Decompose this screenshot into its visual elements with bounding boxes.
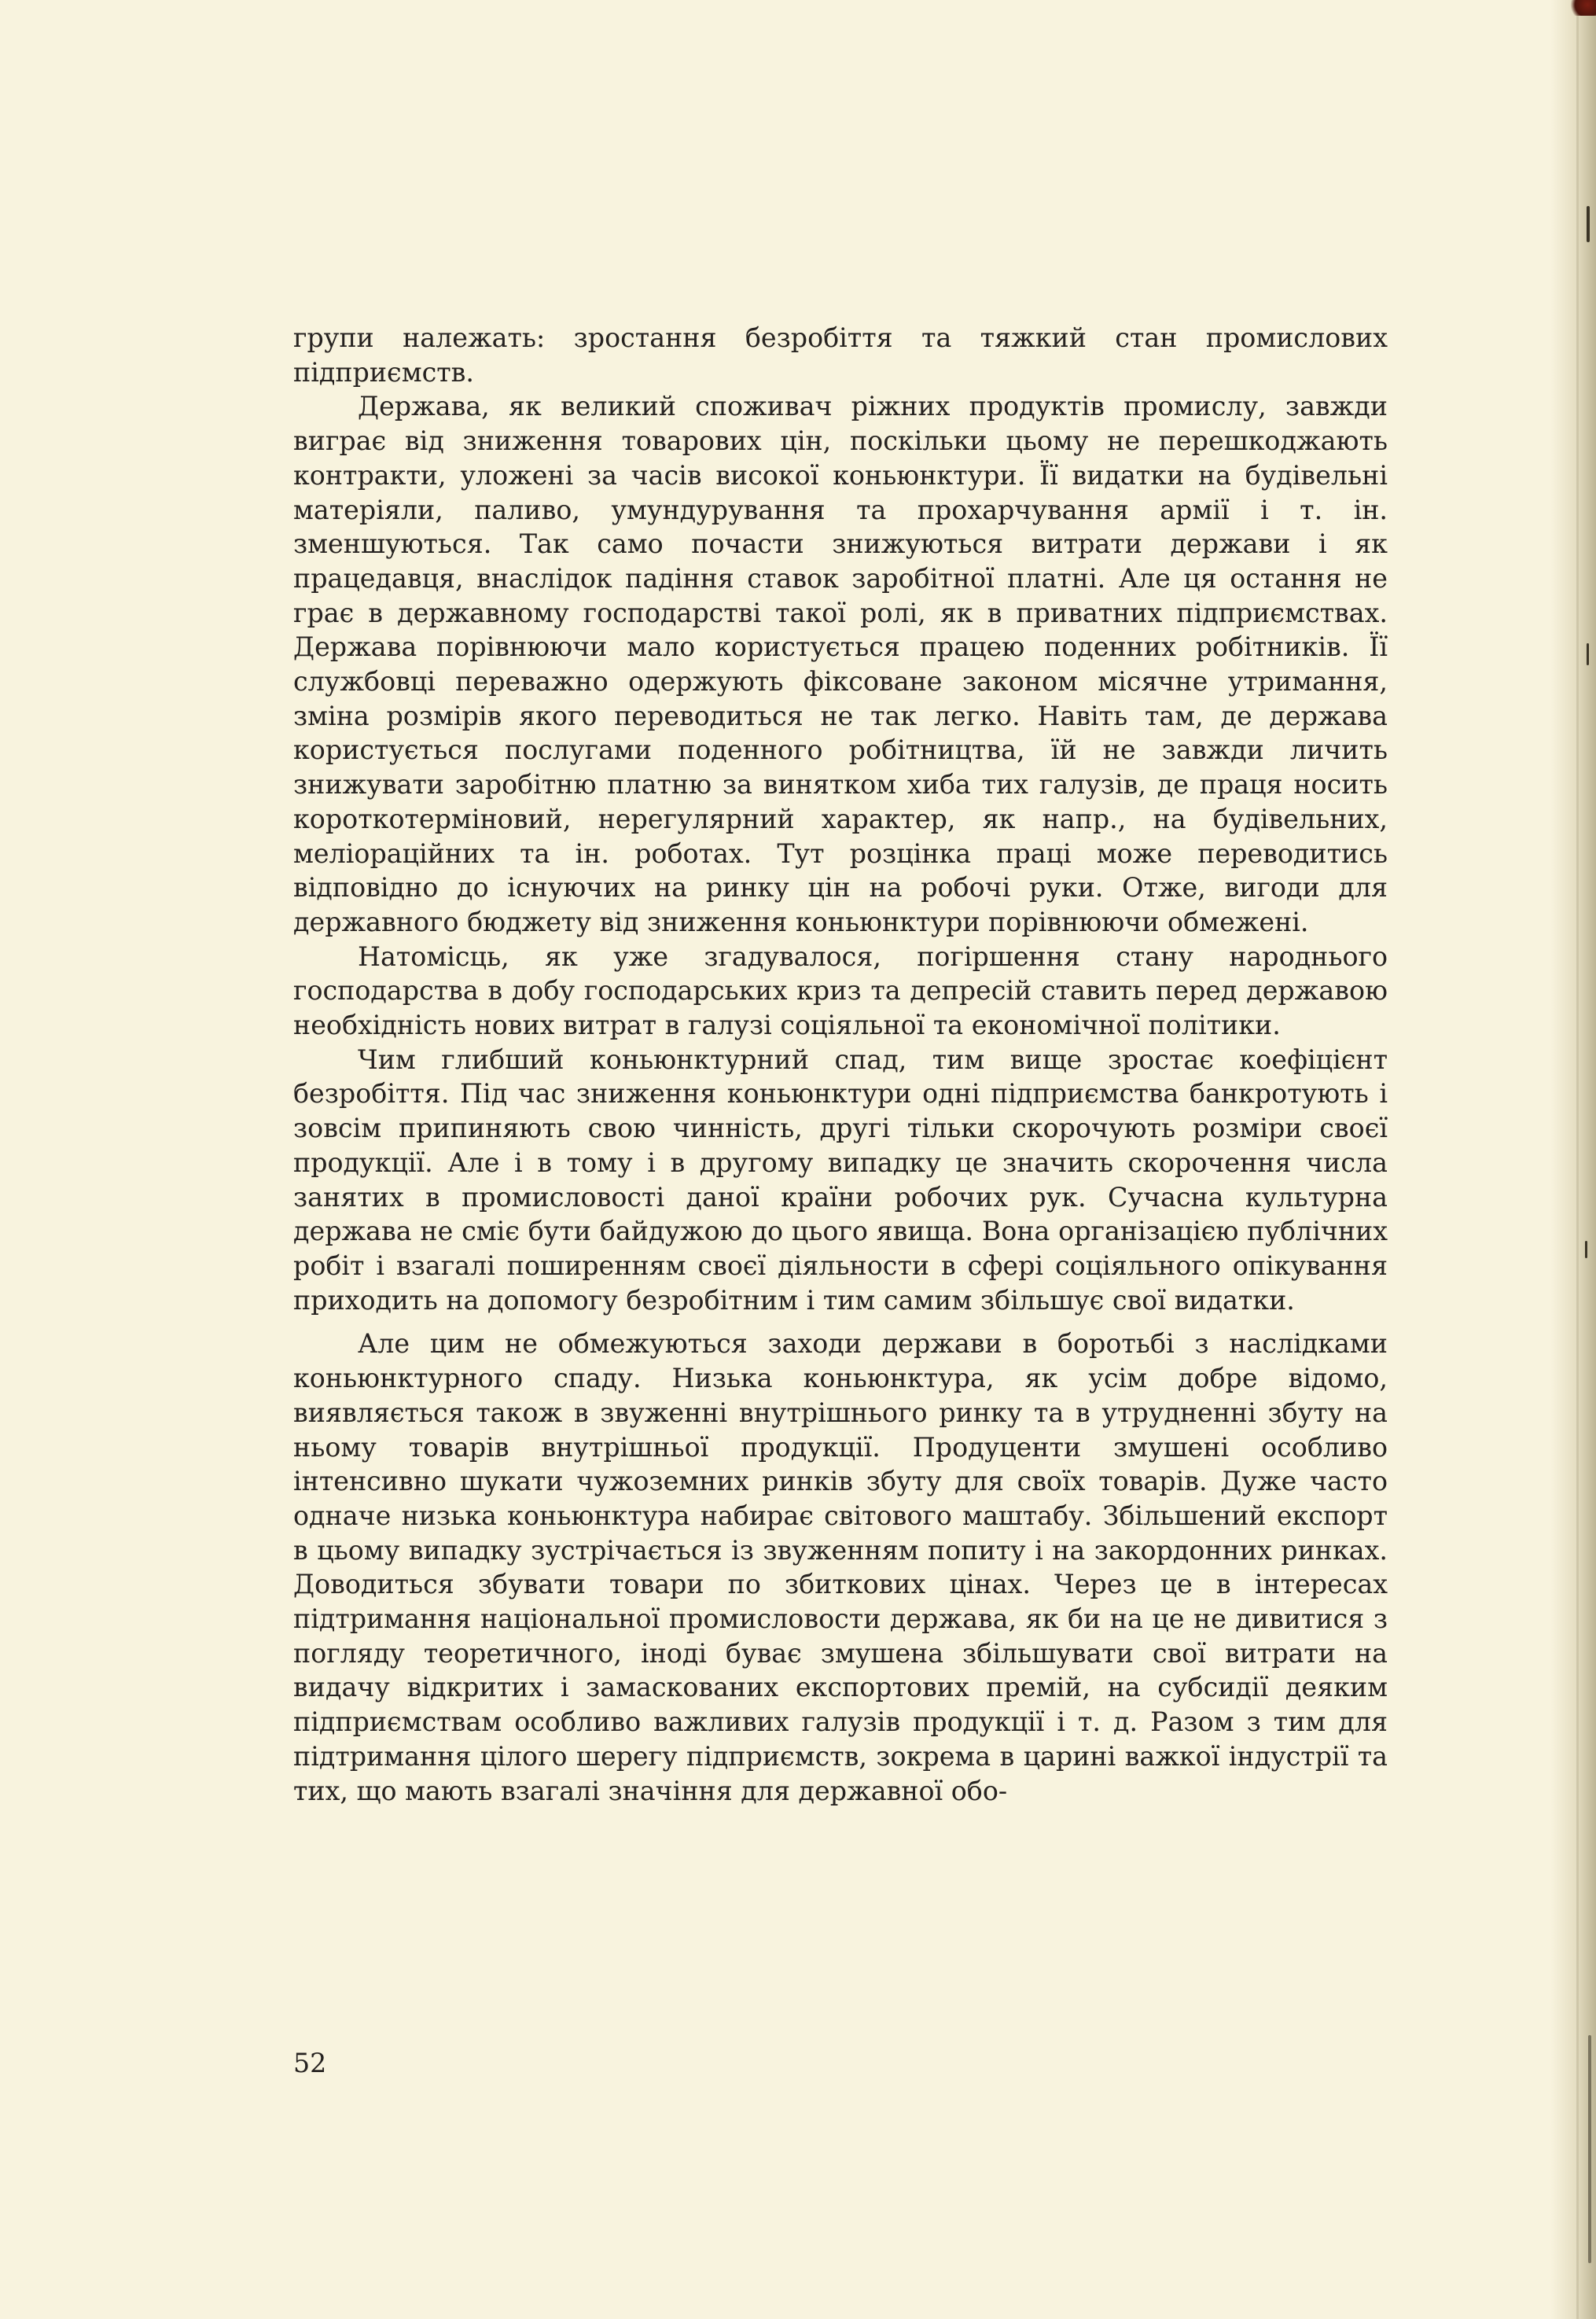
paragraph-crisis-expenses: Натомісць, як уже згадувалося, погіршення стану народнього господарства в добу господарських криз та депресій ставить перед державою необхідність нових витрат в галузі соціяльної та економічної політики.: [293, 940, 1388, 1041]
edge-mark-bottom: [1588, 2035, 1591, 2263]
edge-mark-middle: [1587, 643, 1589, 665]
paragraph-export-support: Але цим не обмежуються заходи держави в боротьбі з наслідками коньюнктурного спаду. Низька коньюнктура, як усім добре відомо, виявляється також в звуженні внутрішнього ринку та в утрудненні збуту на ньому товарів внутрішньої продукції. Продуценти змушені особливо інтенсивно шукати чужоземних ринків збуту для своїх товарів. Дуже часто одначе низька коньюнктура набирає світового маштабу. Збільшений експорт в цьому випадку зустрічається із звуженням попиту і на закордонних ринках. Доводиться збувати товари по збиткових цінах. Через це в інтересах підтримання національної промисловости держава, як би на це не дивитися з погляду теоретичного, іноді буває змушена збільшувати свої витрати на видачу відкритих і замаскованих експортових премій, на субсидії деяким підприємствам особливо важливих галузів продукції і т. д. Разом з тим для підтримання цілого шерегу підприємств, зокрема в царині важкої індустрії та тих, що мають взагалі значіння для державної обо-: [293, 1328, 1388, 1806]
corner-mark: [1568, 0, 1596, 16]
page-number: 52: [293, 2048, 327, 2078]
page-edge-line: [1576, 0, 1579, 2319]
edge-mark-lower: [1585, 1241, 1587, 1258]
body-text: [293, 321, 1388, 1808]
paragraph-state-consumer: Держава, як великий споживач ріжних продуктів промислу, завжди виграє від зниження товарових цін, поскільки цьому не перешкоджають контракти, уложені за часів високої коньюнктури. Її видатки на будівельні матеріяли, паливо, умундурування та прохарчування армії і т. ін. зменшуються. Так само почасти знижуються витрати держави і як працедавця, внаслідок падіння ставок заробітної платні. Але ця остання не грає в державному господарстві такої ролі, як в приватних підприємствах. Держава порівнюючи мало користується працею поденних робітників. Її службовці переважно одержують фіксоване законом місячне утримання, зміна розмірів якого переводиться не так легко. Навіть там, де держава користується послугами поденного робітництва, їй не завжди личить знижувати заробітню платню за винятком хиба тих галузів, де праця носить короткотерміновий, нерегулярний характер, як напр., на будівельних, меліораційних та ін. роботах. Тут розцінка праці може переводитись відповідно до існуючих на ринку цін на робочі руки. Отже, вигоди для державного бюджету від зниження коньюнктури порівнюючи обмежені.: [293, 391, 1388, 937]
page-edge-shadow: [1550, 0, 1596, 2319]
paragraph-continuation: групи належать: зростання безробіття та тяжкий стан промислових підприємств.: [293, 322, 1388, 388]
paragraph-unemployment: Чим глибший коньюнктурний спад, тим вище зростає коефіцієнт безробіття. Під час зниження коньюнктури одні підприємства банкротують і зовсім припиняють свою чинність, другі тільки скорочують розміри своєї продукції. Але і в тому і в другому випадку це значить скорочення числа занятих в промисловості даної країни робочих рук. Сучасна культурна держава не сміє бути байдужою до цього явища. Вона організацією публічних робіт і взагалі поширенням своєї діяльности в сфері соціяльного опікування приходить на допомогу безробітним і тим самим збільшує свої видатки.: [293, 1044, 1388, 1316]
edge-mark-top: [1587, 206, 1590, 242]
